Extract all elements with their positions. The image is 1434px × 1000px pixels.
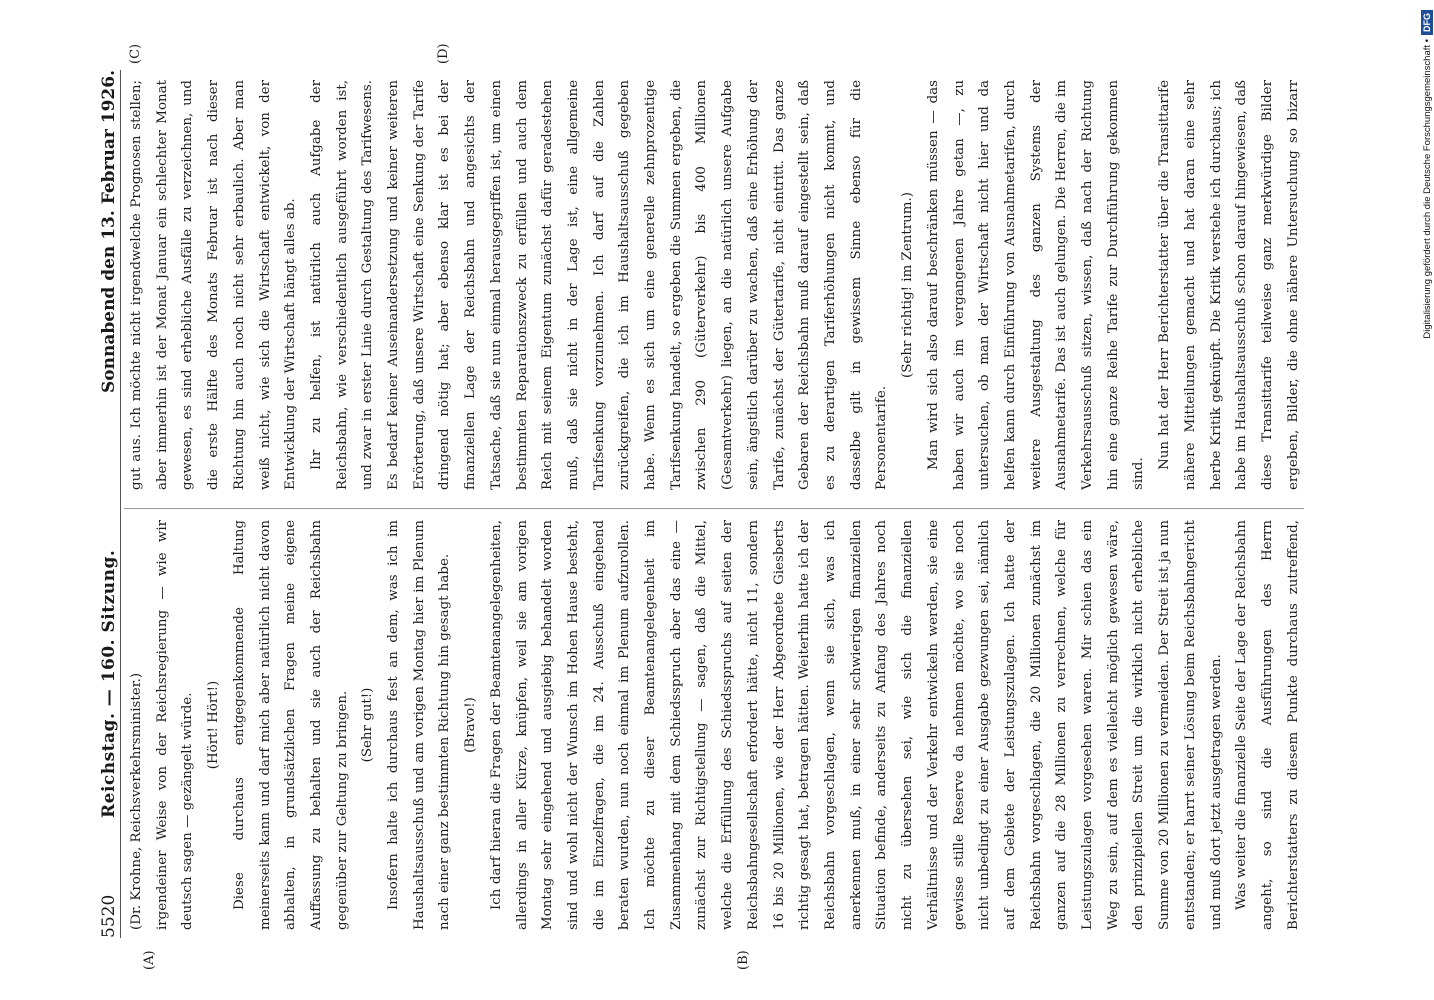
interjection: (Bravo!): [463, 697, 479, 753]
paragraph: Man wird sich also darauf beschränken müssen — das haben wir auch im vergangenen Jahre getan —, zu untersuchen, ob man der Wirtschaft nicht hier und da helfen kann durch Einführung von Ausnahmetarifen, durch weitere Ausgestaltung des ganzen Systems der Ausnahmetarife. Das ist auch gelungen. Die Herren, die im Verkehrsausschuß sitzen, wissen, daß nach der Richtung hin eine ganze Reihe Tarife zur Durchführung gekommen sind.: [925, 80, 1147, 490]
page-header: [98, 70, 120, 938]
paragraph: Ihr zu helfen, ist natürlich auch Aufgabe der Reichsbahn, wie verschiedentlich ausgeführt worden ist, und zwar in erster Linie durch Gestaltung des Tarifwesens. Es bedarf keiner Auseinandersetzung und keiner weiteren Erörterung, daß unsere Wirtschaft eine Senkung der Tarife dringend nötig hat; aber ebenso klar ist es bei der finanziellen Lage der Reichsbahn und angesichts der Tatsache, daß sie nun einmal herausgegriffen ist, um einen bestimmten Reparationszweck zu erfüllen und auch dem Reich mit seinem Eigentum zunächst dafür geradestehen muß, daß sie nicht in der Lage ist, eine allgemeine Tarifsenkung vorzunehmen. Ich darf auf die Zahlen zurückgreifen, die ich im Haushaltsausschuß gegeben habe. Wenn es sich um eine generelle zehnprozentige Tarifsenkung handelt, so ergeben die Summen ergeben, die zwischen 290 (Güterverkehr) bis 400 Millionen (Gesamtverkehr) liegen, an die natürlich unsere Aufgabe sein, ängstlich darüber zu wachen, daß eine Erhöhung der Tarife, zunächst der Gütertarife, nicht eintritt. Das ganze Gebaren der Reichsbahn muß darauf eingestellt sein, daß es zu derartigen Tariferhöhungen nicht kommt, und dasselbe gilt in gewissem Sinne ebenso für die Personentarife.: [308, 80, 890, 490]
paragraph: irgendeiner Weise von der Reichsregierung — wie wir deutsch sagen — gezängelt würde.: [154, 520, 196, 930]
speaker-note: (Dr. Krohne, Reichsverkehrsminister.): [129, 672, 144, 930]
interjection: (Hört! Hört!): [206, 680, 222, 770]
left-column: [124, 520, 1304, 930]
text-columns: [124, 43, 1304, 970]
digitization-credit: [1421, 10, 1433, 990]
dfg-logo: DFG: [1421, 10, 1433, 35]
margin-mark-c: (C): [128, 43, 143, 64]
paragraph: Diese durchaus entgegenkommende Haltung meinerseits kann und darf mich aber natürlich nicht davon abhalten, in grundsätzlichen Fragen meine eigene Auffassung zu behalten und sie auch der Reichsbahn gegenüber zur Geltung zu bringen.: [231, 520, 350, 930]
session-title: Reichstag. — 160. Sitzung.: [99, 549, 119, 818]
page-number: 5520: [99, 894, 119, 938]
column-divider: [124, 508, 1304, 509]
session-date: Sonnabend den 13. Februar 1926.: [99, 70, 119, 393]
paragraph: Insofern halte ich durchaus fest an dem, was ich im Haushaltsausschuß und am vorigen Montag hier im Plenum nach einer ganz bestimmten Richtung hin gesagt habe.: [386, 520, 453, 930]
header-rule: [120, 70, 121, 938]
interjection: (Sehr richtig! im Zentrum.): [900, 192, 916, 378]
margin-mark-b: (B): [736, 950, 751, 970]
credit-text: Digitalisierung gefördert durch die Deutsche Forschungsgemeinschaft •: [1422, 39, 1433, 339]
paragraph: Was weiter die finanzielle Seite der Lage der Reichsbahn angeht, so sind die Ausführungen des Herrn Berichterstatters zu diesem Punkte durchaus zutreffend,: [1234, 520, 1301, 930]
interjection: (Sehr gut!): [360, 687, 376, 763]
margin-mark-a: (A): [142, 950, 157, 970]
margin-mark-d: (D): [436, 43, 451, 64]
paragraph: Nun hat der Herr Berichterstatter über die Transittarife nähere Mitteilungen gemacht und hat daran eine sehr herbe Kritik geknüpft. Die Kritik verstehe ich durchaus; ich habe im Haushaltsausschuß schon darauf hingewiesen, daß diese Transittarife teilweise ganz merkwürdige Bilder ergeben, Bilder, die ohne nähere Untersuchung so bizarr: [1157, 80, 1301, 490]
right-column: [124, 80, 1304, 490]
paragraph: Ich darf hieran die Fragen der Beamtenangelegenheiten, allerdings in aller Kürze, knüpfen, weil sie am vorigen Montag sehr eingehend und ausgiebig behandelt worden sind und wohl nicht der Wunsch im Hohen Hause besteht, die im Einzelfragen, die im 24. Ausschuß eingehend beraten wurden, nun noch einmal im Plenum aufzurollen. Ich möchte zu dieser Beamtenangelegenheit im Zusammenhang mit dem Schiedsspruch aber das eine — zunächst zur Richtigstellung — sagen, daß die Mittel, welche die Erfüllung des Schiedsspruchs auf seiten der Reichsbahngesellschaft erfordert hätte, nicht 11, sondern 16 bis 20 Millionen, wie der Herr Abgeordnete Giesberts richtig gesagt hat, betragen hätten. Weiterhin hatte ich der Reichsbahn vorgeschlagen, wenn sie sich, was ich anerkennen muß, in einer sehr schwierigen finanziellen Situation befinde, anderseits zu Anfang des Jahres noch nicht zu übersehen sei, wie sich die finanziellen Verhältnisse und der Verkehr entwickeln werden, sie eine gewisse stille Reserve da nehmen möchte, wo sie noch nicht unbedingt zu einer Ausgabe gezwungen sei, nämlich auf dem Gebiete der Leistungszulagen. Ich hatte der Reichsbahn vorgeschlagen, die 20 Millionen zunächst im ganzen auf die 28 Millionen zu verrechnen, welche für Leistungszulagen vorgesehen waren. Mir schien das ein Weg zu sein, auf dem es vielleicht möglich gewesen wäre, den prinzipiellen Streit um die wirklich nicht erhebliche Summe von 20 Millionen zu vermeiden. Der Streit ist ja nun entstanden; er harrt seiner Lösung beim Reichsbahngericht und muß dort jetzt ausgetragen werden.: [488, 520, 1224, 930]
paragraph: gut aus. Ich möchte nicht irgendwelche Prognosen stellen; aber immerhin ist der Monat Januar ein schlechter Monat gewesen, es sind erhebliche Ausfälle zu verzeichnen, und die erste Hälfte des Monats Februar ist nach dieser Richtung hin auch noch nicht sehr erbaulich. Aber man weiß nicht, wie sich die Wirtschaft entwickelt, von der Entwicklung der Wirtschaft hängt alles ab.: [129, 80, 299, 490]
